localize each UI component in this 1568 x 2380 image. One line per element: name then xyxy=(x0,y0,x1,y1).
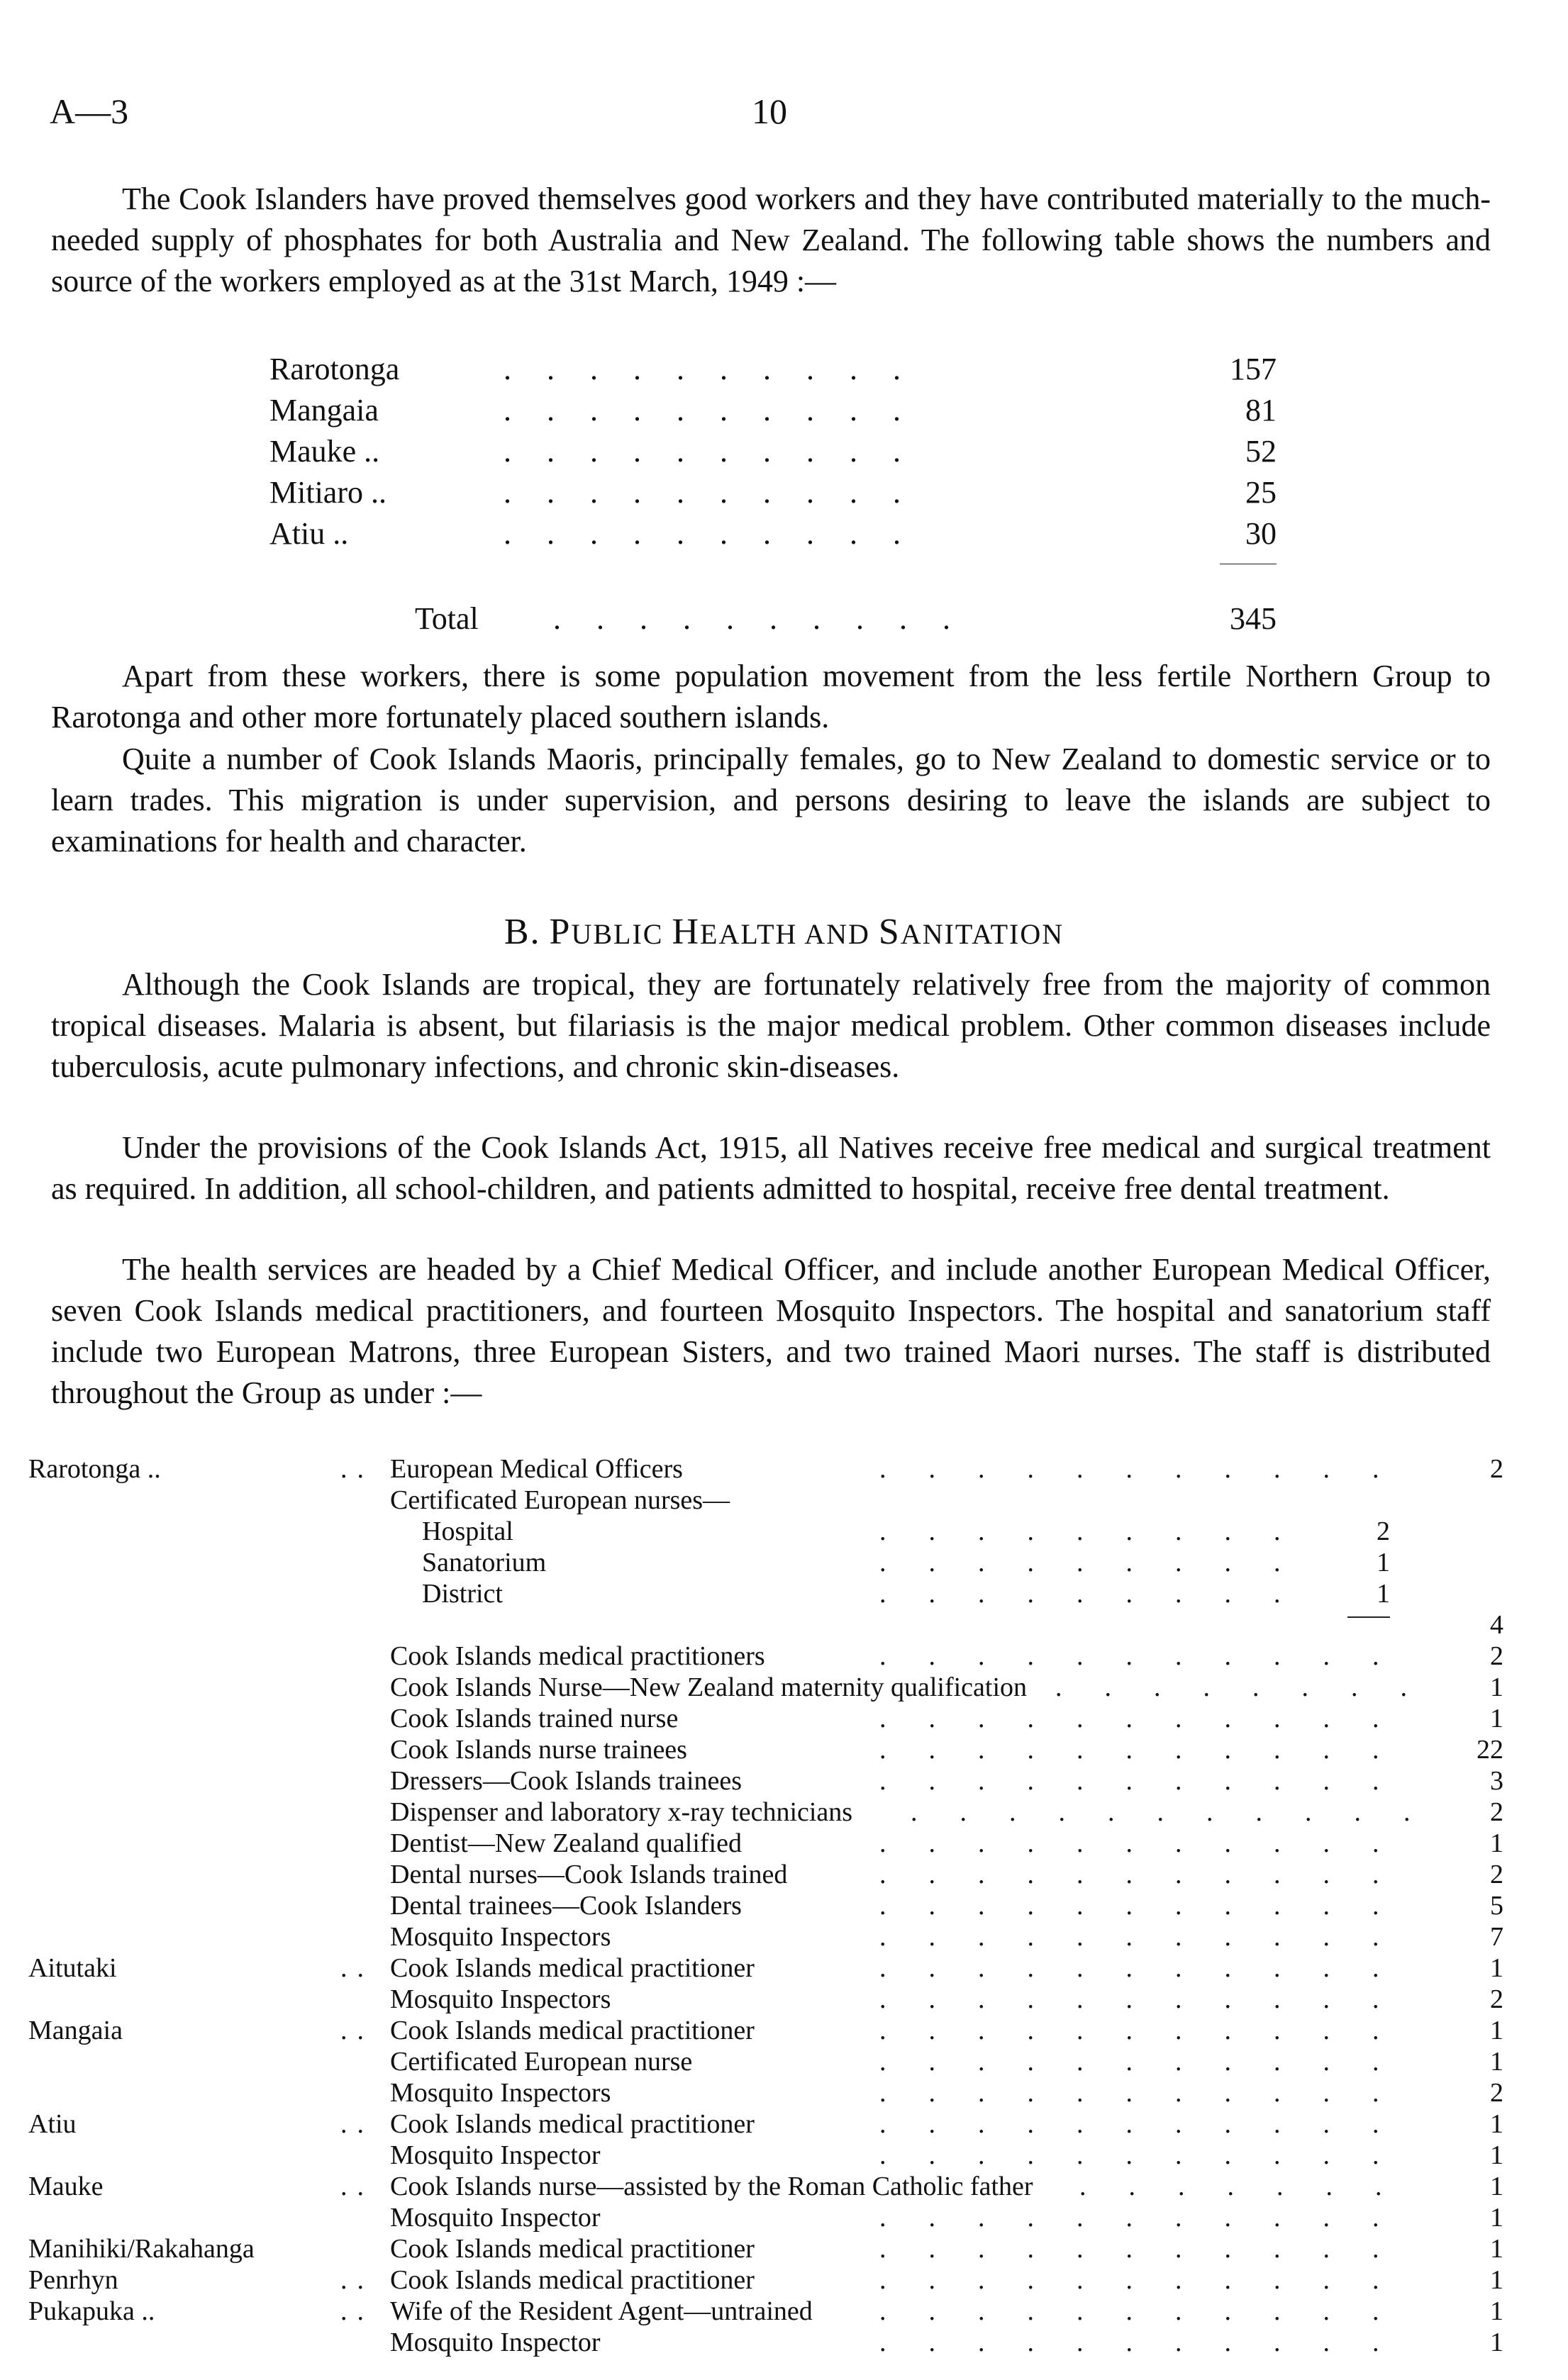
staff-row: Hospital ......... 2 xyxy=(422,1516,1390,1546)
staff-position: Hospital xyxy=(422,1516,513,1546)
workers-row: Atiu .. .......... 30 xyxy=(269,516,1277,551)
workers-source: Rarotonga xyxy=(269,352,400,386)
staff-position: Mosquito Inspector xyxy=(390,2140,601,2170)
staff-row: Mosquito Inspector ........... 1 xyxy=(390,2140,1503,2170)
staff-position: Mosquito Inspectors xyxy=(390,2078,611,2108)
staff-count: 2 xyxy=(1490,2078,1503,2108)
staff-position: Dispenser and laboratory x-ray technicians xyxy=(390,1797,853,1827)
workers-row: Mauke .. .......... 52 xyxy=(269,434,1277,469)
staff-count: 1 xyxy=(1490,1704,1503,1733)
staff-row: Cook Islands medical practitioners ........... 2 xyxy=(390,1641,1503,1671)
staff-location: Pukapuka .. xyxy=(28,2296,155,2326)
staff-row: Dental trainees—Cook Islanders ........... 5 xyxy=(390,1891,1503,1921)
staff-subcount: 1 xyxy=(1377,1579,1390,1609)
staff-count: 1 xyxy=(1490,2203,1503,2233)
workers-total-label: Total xyxy=(415,601,479,636)
staff-row: Dentist—New Zealand qualified ........... 1 xyxy=(390,1828,1503,1858)
staff-position: Cook Islands medical practitioner xyxy=(390,2234,755,2264)
staff-position: Mosquito Inspector xyxy=(390,2328,601,2357)
staff-count: 2 xyxy=(1490,1641,1503,1671)
workers-source: Mitiaro .. xyxy=(269,475,387,510)
staff-count: 1 xyxy=(1490,2140,1503,2170)
staff-count: 1 xyxy=(1490,2172,1503,2201)
workers-table xyxy=(269,351,1277,642)
staff-count: 1 xyxy=(1490,1828,1503,1858)
staff-position: Cook Islands medical practitioner xyxy=(390,2265,755,2295)
staff-row: Mosquito Inspectors ........... 2 xyxy=(390,2078,1503,2108)
staff-position: Dressers—Cook Islands trainees xyxy=(390,1766,743,1796)
staff-position: Cook Islands Nurse—New Zealand maternity qualification xyxy=(390,1672,1028,1702)
staff-row: Cook Islands trained nurse ........... 1 xyxy=(390,1704,1503,1733)
staff-location: Mangaia xyxy=(28,2016,123,2045)
staff-row: Sanatorium ......... 1 xyxy=(422,1548,1390,1577)
workers-row: Mitiaro .. .......... 25 xyxy=(269,475,1277,510)
staff-distribution-table xyxy=(28,1453,1503,2358)
report-reference: A—3 xyxy=(50,91,129,131)
staff-position: Dental trainees—Cook Islanders xyxy=(390,1891,742,1921)
staff-row: Cook Islands Nurse—New Zealand maternity qualification ........ 1 xyxy=(390,1672,1503,1702)
staff-count: 4 xyxy=(1490,1610,1503,1640)
staff-subcount: 2 xyxy=(1377,1516,1390,1546)
staff-position: Mosquito Inspectors xyxy=(390,1984,611,2014)
health-services-paragraph: The health services are headed by a Chief Medical Officer, and include another European Medical Officer, seven Cook Islands medical practitioners, and fourteen Mosquito Inspectors. The hospital and sanatorium staff include two European Matrons, three European Sisters, and two trained Maori nurses. The staff is distributed throughout the Group as under :— xyxy=(51,1252,1491,1410)
staff-row: Rarotonga .. .. European Medical Officers ........... 2 xyxy=(28,1454,1503,1484)
staff-row: Atiu .. Cook Islands medical practitioner ........... 1 xyxy=(28,2109,1503,2139)
staff-count: 1 xyxy=(1490,2047,1503,2077)
staff-position: Cook Islands trained nurse xyxy=(390,1704,679,1733)
population-movement-paragraph: Apart from these workers, there is some population movement from the less fertile Northern Group to Rarotonga and other more fortunately placed southern islands. xyxy=(51,659,1491,734)
workers-row: Mangaia .......... 81 xyxy=(269,393,1277,428)
staff-position: Cook Islands medical practitioners xyxy=(390,1641,765,1671)
subtotal-rule xyxy=(1347,1616,1390,1618)
staff-row: Penrhyn .. Cook Islands medical practitioner ........... 1 xyxy=(28,2265,1503,2295)
staff-position: Dentist—New Zealand qualified xyxy=(390,1828,742,1858)
staff-count: 2 xyxy=(1490,1454,1503,1484)
staff-position: Cook Islands medical practitioner xyxy=(390,2109,755,2139)
staff-count: 1 xyxy=(1490,2234,1503,2264)
cook-islands-act-paragraph: Under the provisions of the Cook Islands Act, 1915, all Natives receive free medical and surgical treatment as required. In addition, all school-children, and patients admitted to hospital, receive free dental treatment. xyxy=(51,1130,1491,1206)
staff-location: Mauke xyxy=(28,2172,104,2201)
staff-count: 7 xyxy=(1490,1922,1503,1952)
staff-position: Dental nurses—Cook Islands trained xyxy=(390,1860,788,1889)
staff-row: District ......... 1 xyxy=(422,1579,1390,1609)
staff-count: 2 xyxy=(1490,1860,1503,1889)
staff-row xyxy=(28,1485,1503,1516)
staff-count: 5 xyxy=(1490,1891,1503,1921)
staff-count: 2 xyxy=(1490,1797,1503,1827)
staff-row: Cook Islands nurse trainees ........... 22 xyxy=(390,1735,1503,1765)
staff-row: Dispenser and laboratory x-ray technicians ........... 2 xyxy=(390,1797,1503,1827)
staff-position: Cook Islands nurse—assisted by the Roman Catholic father xyxy=(390,2172,1033,2201)
staff-row: Aitutaki .. Cook Islands medical practitioner ........... 1 xyxy=(28,1953,1503,1983)
staff-location: Atiu xyxy=(28,2109,77,2139)
staff-position: Cook Islands medical practitioner xyxy=(390,2016,755,2045)
staff-count: 1 xyxy=(1490,2296,1503,2326)
workers-row: Rarotonga .......... 157 xyxy=(269,352,1277,386)
staff-position: European Medical Officers xyxy=(390,1454,683,1484)
staff-location: Aitutaki xyxy=(28,1953,117,1983)
staff-row: Mosquito Inspector ........... 1 xyxy=(390,2203,1503,2233)
staff-row: Mosquito Inspectors ........... 7 xyxy=(390,1922,1503,1952)
workers-count: 25 xyxy=(1245,475,1277,510)
staff-position: Certificated European nurse xyxy=(390,2047,693,2077)
staff-location: Rarotonga .. xyxy=(28,1454,161,1484)
staff-position: Mosquito Inspectors xyxy=(390,1922,611,1952)
staff-position: District xyxy=(422,1579,503,1609)
workers-count: 30 xyxy=(1245,516,1277,551)
staff-count: 1 xyxy=(1490,1672,1503,1702)
workers-count: 52 xyxy=(1245,434,1277,469)
staff-count: 22 xyxy=(1477,1735,1503,1765)
staff-location: Manihiki/Rakahanga xyxy=(28,2234,255,2264)
staff-count: 3 xyxy=(1490,1766,1503,1796)
staff-row xyxy=(28,1609,1503,1641)
staff-subcount: 1 xyxy=(1377,1548,1390,1577)
section-heading: B. PUBLIC HEALTH AND SANITATION xyxy=(504,912,1064,952)
workers-source: Atiu .. xyxy=(269,516,349,551)
staff-position: Wife of the Resident Agent—untrained xyxy=(390,2296,813,2326)
staff-position: Cook Islands medical practitioner xyxy=(390,1953,755,1983)
staff-row: Manihiki/Rakahanga Cook Islands medical practitioner ........... 1 xyxy=(28,2234,1503,2264)
staff-location: Penrhyn xyxy=(28,2265,118,2295)
workers-source: Mangaia xyxy=(269,393,379,428)
staff-row: Dental nurses—Cook Islands trained ........... 2 xyxy=(390,1860,1503,1889)
staff-position: Sanatorium xyxy=(422,1548,547,1577)
staff-count: 1 xyxy=(1490,2109,1503,2139)
staff-count: 1 xyxy=(1490,1953,1503,1983)
workers-count: 157 xyxy=(1230,352,1277,386)
staff-row: Mosquito Inspectors ........... 2 xyxy=(390,1984,1503,2014)
staff-row: Pukapuka .. .. Wife of the Resident Agent—untrained ........... 1 xyxy=(28,2296,1503,2326)
staff-count: 1 xyxy=(1490,2016,1503,2045)
staff-row: Mangaia .. Cook Islands medical practitioner ........... 1 xyxy=(28,2016,1503,2045)
staff-position: Mosquito Inspector xyxy=(390,2203,601,2233)
staff-position: Cook Islands nurse trainees xyxy=(390,1735,687,1765)
staff-row: Mauke .. Cook Islands nurse—assisted by the Roman Catholic father ....... 1 xyxy=(28,2172,1503,2201)
migration-paragraph: Quite a number of Cook Islands Maoris, principally females, go to New Zealand to domestic service or to learn trades. This migration is under supervision, and persons desiring to leave the islands are subject to examinations for health and character. xyxy=(51,742,1491,859)
tropical-diseases-paragraph: Although the Cook Islands are tropical, they are fortunately relatively free from the majority of common tropical diseases. Malaria is absent, but filariasis is the major medical problem. Other common diseases include tuberculosis, acute pulmonary infections, and chronic skin-diseases. xyxy=(51,967,1491,1084)
staff-position: Certificated European nurses— xyxy=(390,1485,730,1515)
workers-count: 81 xyxy=(1245,393,1277,428)
staff-count: 1 xyxy=(1490,2265,1503,2295)
staff-row: Mosquito Inspector ........... 1 xyxy=(390,2328,1503,2357)
staff-row: Dressers—Cook Islands trainees ........... 3 xyxy=(390,1766,1503,1796)
staff-count: 2 xyxy=(1490,1984,1503,2014)
staff-row: Certificated European nurse ........... 1 xyxy=(390,2047,1503,2077)
workers-source: Mauke .. xyxy=(269,434,380,469)
intro-paragraph: The Cook Islanders have proved themselves good workers and they have contributed materially to the much-needed supply of phosphates for both Australia and New Zealand. The following table shows the numbers and source of the workers employed as at the 31st March, 1949 :— xyxy=(51,181,1491,298)
workers-total-count: 345 xyxy=(1230,601,1277,636)
page-number: 10 xyxy=(752,91,787,131)
workers-total-row: Total .......... 345 xyxy=(415,601,1277,636)
staff-count: 1 xyxy=(1490,2328,1503,2357)
